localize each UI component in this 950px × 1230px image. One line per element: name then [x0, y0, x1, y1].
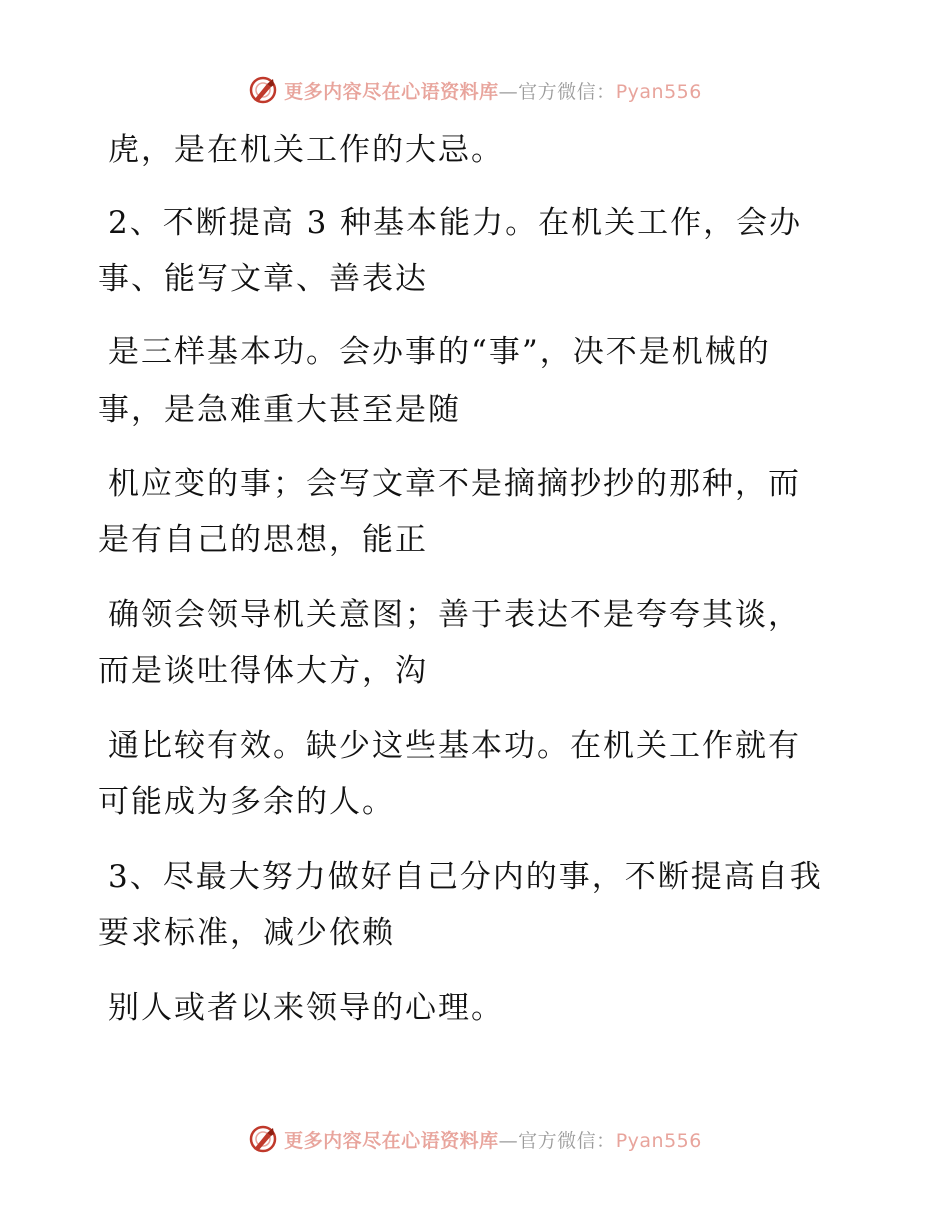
text-line-3: 事、能写文章、善表达	[98, 261, 428, 297]
footer-watermark	[0, 1119, 950, 1159]
text-line-12: 3、尽最大努力做好自己分内的事，不断提高自我	[108, 859, 823, 895]
watermark-site: 更多内容尽在心语资料库	[284, 1129, 499, 1152]
watermark-text	[284, 1126, 702, 1153]
text-line-2: 2、不断提高 3 种基本能力。在机关工作，会办	[108, 205, 803, 241]
watermark-separator: —	[498, 80, 519, 103]
text-line-6: 机应变的事；会写文章不是摘摘抄抄的那种，而	[108, 466, 801, 502]
text-line-9: 而是谈吐得体大方，沟	[98, 653, 428, 689]
watermark-wechat-label: 官方微信：	[518, 1129, 616, 1152]
text-line-1: 虎，是在机关工作的大忌。	[108, 132, 504, 168]
watermark-account: Pyan556	[615, 1129, 702, 1152]
pen-nib-logo-icon	[248, 75, 278, 105]
text-line-4: 是三样基本功。会办事的“事”，决不是机械的	[108, 334, 771, 370]
text-line-5: 事，是急难重大甚至是随	[98, 392, 461, 428]
header-watermark	[0, 70, 950, 110]
text-line-11: 可能成为多余的人。	[98, 784, 395, 820]
text-line-7: 是有自己的思想，能正	[98, 522, 428, 558]
text-line-8: 确领会领导机关意图；善于表达不是夸夸其谈，	[108, 597, 801, 633]
watermark-wechat-label: 官方微信：	[518, 80, 616, 103]
text-line-10: 通比较有效。缺少这些基本功。在机关工作就有	[108, 728, 801, 764]
watermark-text	[284, 77, 702, 104]
pen-nib-logo-icon	[248, 1124, 278, 1154]
text-line-13: 要求标准，减少依赖	[98, 915, 395, 951]
text-line-14: 别人或者以来领导的心理。	[108, 990, 504, 1026]
watermark-site: 更多内容尽在心语资料库	[284, 80, 499, 103]
watermark-separator: —	[498, 1129, 519, 1152]
watermark-account: Pyan556	[615, 80, 702, 103]
